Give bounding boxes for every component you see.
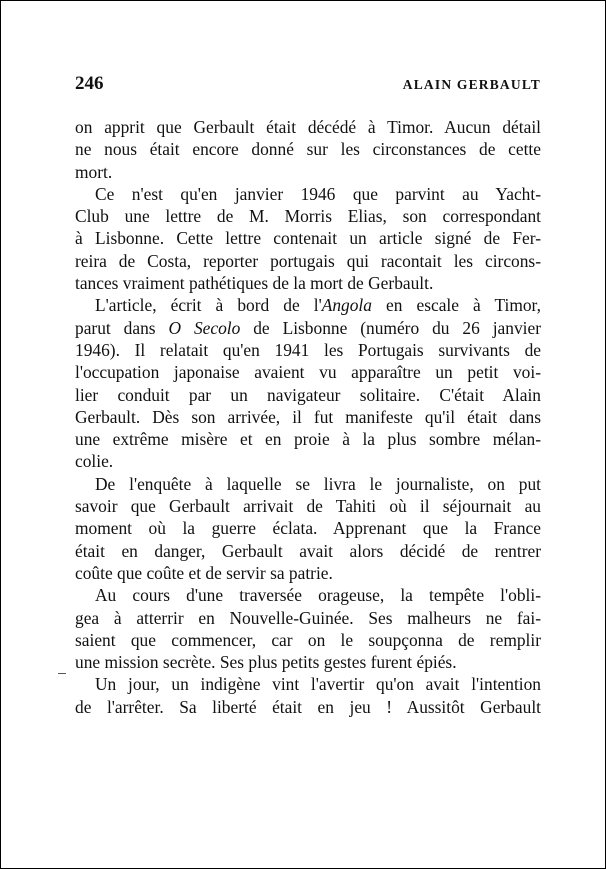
text-line: de l'arrêter. Sa liberté était en jeu ! Aussitôt Gerbault <box>75 696 541 717</box>
text-line: reira de Costa, reporter portugais qui racontait les circons- <box>75 250 541 271</box>
text-line: à Lisbonne. Cette lettre contenait un article signé de Fer- <box>75 228 541 249</box>
running-head: ALAIN GERBAULT <box>402 77 541 92</box>
text-line: saient que commencer, car on le soupçonna de remplir <box>75 629 541 650</box>
text-line: Gerbault. Dès son arrivée, il fut manifeste qu'il était dans <box>75 406 541 427</box>
page-header <box>75 73 541 97</box>
text-line: une extrême misère et en proie à la plus sombre mélan- <box>75 429 541 450</box>
text-line: L'article, écrit à bord de l'Angola en escale à Timor, <box>95 295 541 316</box>
text-line: Au cours d'une traversée orageuse, la tempête l'obli- <box>95 585 541 606</box>
paragraph-6 <box>75 673 541 718</box>
text-line: Un jour, un indigène vint l'avertir qu'on avait l'intention <box>95 674 541 695</box>
text-line: parut dans O Secolo de Lisbonne (numéro du 26 janvier <box>75 317 541 338</box>
text-line: tances vraiment pathétiques de la mort de Gerbault. <box>75 273 434 294</box>
text-line: savoir que Gerbault arrivait de Tahiti où il séjournait au <box>75 496 541 517</box>
text-line: coûte que coûte et de servir sa patrie. <box>75 562 333 583</box>
text-line: ne nous était encore donné sur les circonstances de cette <box>75 139 541 160</box>
text-line: Ce n'est qu'en janvier 1946 que parvint au Yacht- <box>95 183 541 204</box>
text-line: De l'enquête à laquelle se livra le journaliste, on put <box>95 473 541 494</box>
text-line: gea à atterrir en Nouvelle-Guinée. Ses malheurs ne fai- <box>75 607 541 628</box>
paragraph-5 <box>75 584 541 673</box>
text-line: une mission secrète. Ses plus petits gestes furent épiés. <box>75 652 457 673</box>
text-line: colie. <box>75 451 114 472</box>
paragraph-3 <box>75 294 541 472</box>
text-line: on apprit que Gerbault était décédé à Timor. Aucun détail <box>75 117 541 137</box>
text-line: Club une lettre de M. Morris Elias, son correspondant <box>75 206 541 227</box>
text-line: mort. <box>75 161 113 182</box>
text-line: lier conduit par un navigateur solitaire. C'était Alain <box>75 384 541 405</box>
paragraph-2 <box>75 183 541 294</box>
text-line: 1946). Il relatait qu'en 1941 les Portugais survivants de <box>75 339 541 360</box>
text-line: l'occupation japonaise avaient vu apparaître un petit voi- <box>75 362 541 383</box>
page-number: 246 <box>75 73 104 94</box>
text-line: était en danger, Gerbault avait alors décidé de rentrer <box>75 540 541 561</box>
paragraph-4 <box>75 473 541 584</box>
body-text <box>75 116 541 718</box>
paragraph-1 <box>75 116 541 183</box>
text-line: moment où la guerre éclata. Apprenant que la France <box>75 518 541 539</box>
stray-mark <box>58 673 66 674</box>
